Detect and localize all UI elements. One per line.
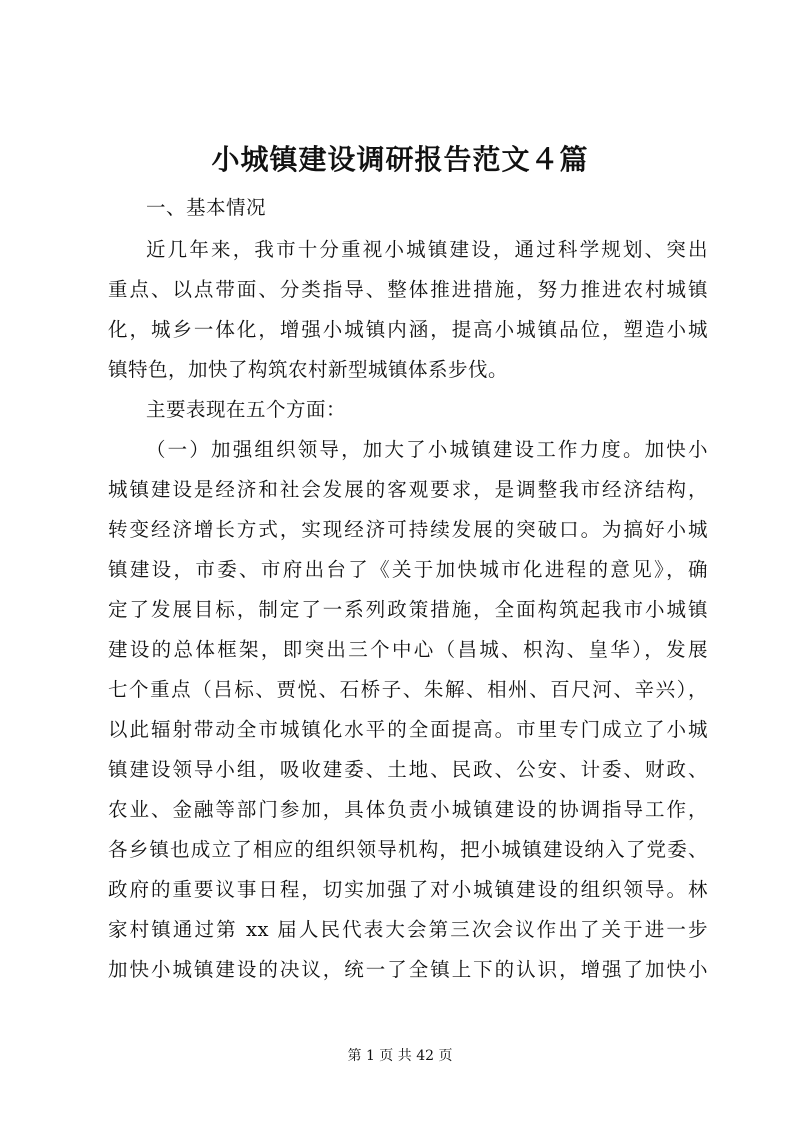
paragraph-line: 镇建设领导小组，吸收建委、土地、民政、公安、计委、财政、	[108, 758, 708, 781]
paragraph-line: 城镇建设是经济和社会发展的客观要求，是调整我市经济结构，	[108, 478, 708, 501]
paragraph-line: 七个重点（吕标、贾悦、石桥子、朱解、相州、百尺河、辛兴），	[108, 678, 708, 701]
section-heading: 一、基本情况	[146, 196, 267, 219]
paragraph-line: 以此辐射带动全市城镇化水平的全面提高。市里专门成立了小城	[108, 718, 708, 741]
document-title: 小城镇建设调研报告范文４篇	[211, 143, 589, 176]
paragraph-line: 定了发展目标，制定了一系列政策措施，全面构筑起我市小城镇	[108, 598, 708, 621]
paragraph-line: 家村镇通过第 xx 届人民代表大会第三次会议作出了关于进一步	[108, 918, 708, 941]
paragraph-line: 转变经济增长方式，实现经济可持续发展的突破口。为搞好小城	[108, 518, 708, 541]
paragraph-line: （一）加强组织领导，加大了小城镇建设工作力度。加快小	[146, 438, 708, 461]
paragraph-line: 化，城乡一体化，增强小城镇内涵，提高小城镇品位，塑造小城	[108, 318, 708, 341]
paragraph-line: 镇建设，市委、市府出台了《关于加快城市化进程的意见》，确	[108, 558, 708, 581]
paragraph-line: 主要表现在五个方面：	[146, 398, 347, 421]
paragraph-line: 重点、以点带面、分类指导、整体推进措施，努力推进农村城镇	[108, 278, 708, 301]
paragraph-line: 农业、金融等部门参加，具体负责小城镇建设的协调指导工作，	[108, 798, 708, 821]
paragraph-line: 政府的重要议事日程，切实加强了对小城镇建设的组织领导。林	[108, 878, 708, 901]
paragraph-line: 镇特色，加快了构筑农村新型城镇体系步伐。	[108, 358, 509, 381]
page-number: 第 1 页 共 42 页	[347, 1048, 453, 1064]
paragraph-line: 近几年来，我市十分重视小城镇建设，通过科学规划、突出	[146, 238, 708, 261]
paragraph-line: 建设的总体框架，即突出三个中心（昌城、枳沟、皇华），发展	[108, 638, 708, 661]
paragraph-line: 加快小城镇建设的决议，统一了全镇上下的认识，增强了加快小	[108, 958, 708, 981]
paragraph-line: 各乡镇也成立了相应的组织领导机构，把小城镇建设纳入了党委、	[108, 838, 708, 861]
